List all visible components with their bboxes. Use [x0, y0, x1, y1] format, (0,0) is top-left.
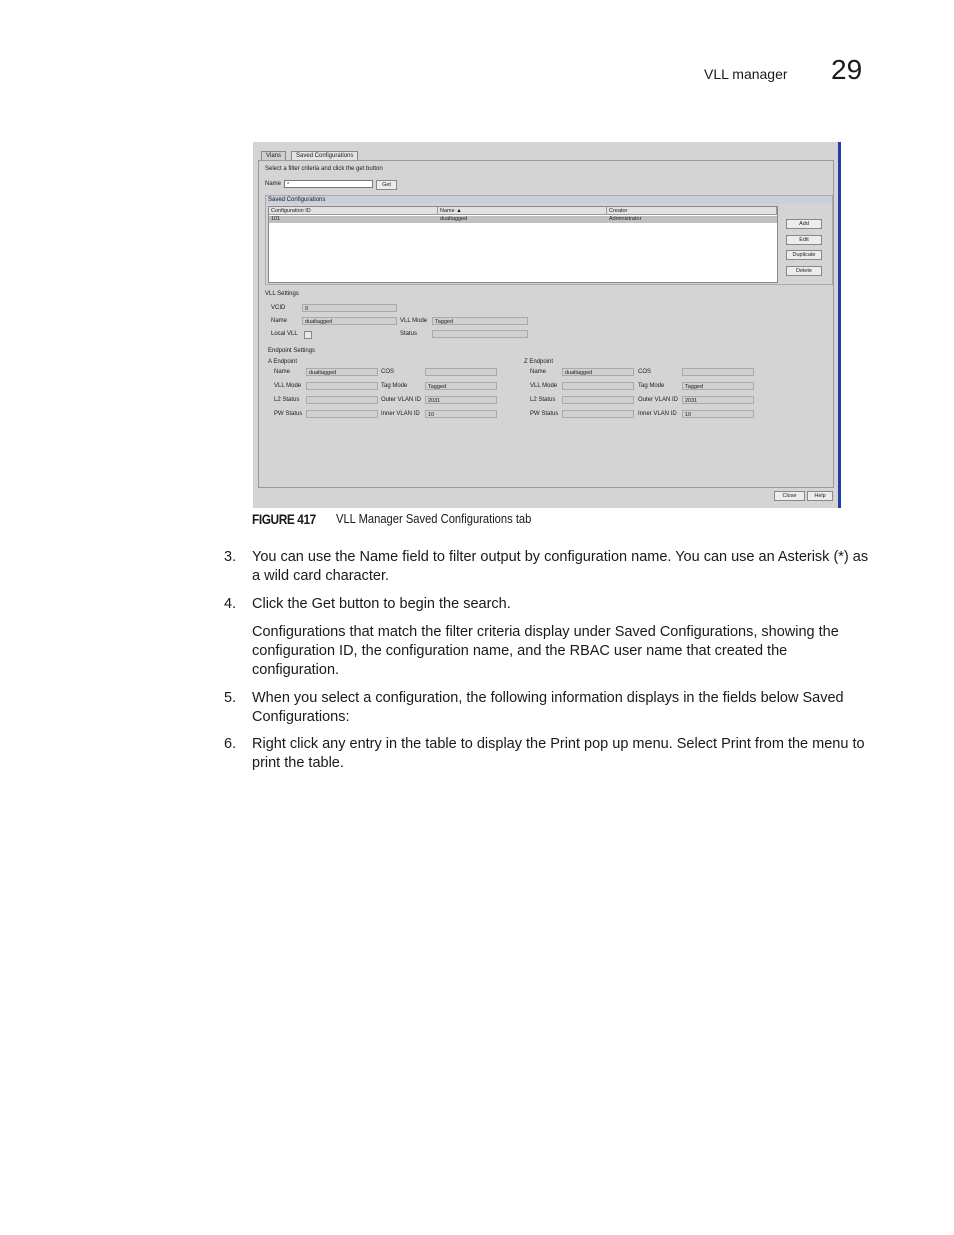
tab-saved-configurations[interactable]: Saved Configurations [291, 151, 358, 160]
ui-keyword: Saved Configurations [252, 690, 844, 725]
status-label: Status [400, 331, 418, 337]
step-number: 6. [224, 736, 237, 752]
window-border [838, 142, 841, 508]
ui-keyword: Get [311, 596, 336, 612]
table-row[interactable] [269, 216, 777, 223]
cell-config-id: 101 [271, 216, 281, 222]
duplicate-button[interactable]: Duplicate [786, 250, 822, 260]
text-run: button to begin the search. [335, 596, 511, 612]
vll-name-field: dualtagged [302, 317, 397, 325]
a-l2-status-label: L2 Status [274, 397, 300, 403]
z-vll-mode-label: VLL Mode [530, 383, 558, 389]
vcid-field: 9 [302, 304, 397, 312]
ui-keyword: Saved Configurations [614, 624, 754, 640]
get-button[interactable]: Get [376, 180, 397, 190]
figure-label: FIGURE 417 [252, 511, 316, 527]
z-endpoint-title: Z Endpoint [524, 359, 554, 365]
status-field [432, 330, 528, 338]
body-paragraph [252, 623, 872, 680]
z-cos-field [682, 368, 754, 376]
a-tag-mode-field: Tagged [425, 382, 497, 390]
cell-creator: Administrator [609, 216, 642, 222]
configurations-table[interactable] [268, 206, 778, 283]
z-l2-status-label: L2 Status [530, 397, 556, 403]
z-inner-vlan-label: Inner VLAN ID [638, 411, 677, 417]
figure-screenshot [253, 142, 841, 508]
saved-configurations-title: Saved Configurations [266, 196, 832, 204]
name-filter-input[interactable]: * [284, 180, 373, 188]
a-outer-vlan-field: 2031 [425, 396, 497, 404]
endpoint-settings-title: Endpoint Settings [268, 348, 316, 354]
z-outer-vlan-field: 2031 [682, 396, 754, 404]
saved-configurations-section [265, 195, 833, 285]
vll-settings-title: VLL Settings [265, 291, 299, 297]
z-tag-mode-field: Tagged [682, 382, 754, 390]
a-pw-status-field [306, 410, 378, 418]
delete-button[interactable]: Delete [786, 266, 822, 276]
name-label: Name [265, 181, 282, 187]
a-cos-label: COS [381, 369, 395, 375]
z-cos-label: COS [638, 369, 652, 375]
a-inner-vlan-field: 10 [425, 410, 497, 418]
column-header-creator[interactable]: Creator [607, 207, 777, 215]
z-inner-vlan-field: 10 [682, 410, 754, 418]
help-button[interactable]: Help [807, 491, 833, 501]
step-number: 3. [224, 549, 237, 565]
a-vll-mode-field [306, 382, 378, 390]
a-name-field: dualtagged [306, 368, 378, 376]
vll-mode-field: Tagged [432, 317, 528, 325]
z-name-label: Name [530, 369, 547, 375]
chapter-number: 29 [831, 54, 863, 85]
z-outer-vlan-label: Outer VLAN ID [638, 397, 679, 403]
cell-name: dualtagged [440, 216, 468, 222]
text-run: field to filter output by configuration name. You can use an Asterisk (*) as a wild card character. [252, 549, 869, 584]
a-cos-field [425, 368, 497, 376]
step-text: Right click any entry in the table to display the Print pop up menu. Select Print from the menu to print the table. [252, 736, 865, 771]
a-outer-vlan-label: Outer VLAN ID [381, 397, 422, 403]
figure-caption [252, 511, 532, 527]
column-header-config-id[interactable]: Configuration ID [269, 207, 438, 215]
z-pw-status-field [562, 410, 634, 418]
tab-vlans[interactable]: Vlans [261, 151, 286, 160]
step-number: 4. [224, 596, 237, 612]
text-run: When you select a configuration, the following information displays in the fields below [252, 690, 803, 706]
a-pw-status-label: PW Status [274, 411, 303, 417]
text-run: , showing the configuration ID, the configuration name, and the RBAC user name that created the configuration. [252, 624, 839, 678]
step-text [252, 689, 872, 727]
a-tag-mode-label: Tag Mode [381, 383, 408, 389]
z-pw-status-label: PW Status [530, 411, 559, 417]
column-header-name[interactable]: Name ▲ [438, 207, 607, 215]
vcid-label: VCID [271, 305, 286, 311]
a-vll-mode-label: VLL Mode [274, 383, 302, 389]
ui-keyword: Name [359, 549, 399, 565]
vll-mode-label: VLL Mode [400, 318, 428, 324]
text-run: You can use the [252, 549, 360, 565]
z-tag-mode-label: Tag Mode [638, 383, 665, 389]
local-vll-label: Local VLL [271, 331, 298, 337]
running-header-section: VLL manager [704, 66, 788, 82]
close-button[interactable]: Close [774, 491, 805, 501]
step-text [252, 595, 872, 614]
local-vll-checkbox[interactable] [304, 331, 312, 339]
z-vll-mode-field [562, 382, 634, 390]
step-text [252, 548, 872, 586]
edit-button[interactable]: Edit [786, 235, 822, 245]
instruction-text: Select a filter criteria and click the get button [265, 166, 383, 172]
text-run: : [345, 709, 350, 725]
text-run: Configurations that match the filter criteria display under [252, 624, 615, 640]
a-endpoint-title: A Endpoint [268, 359, 298, 365]
step-number: 5. [224, 690, 237, 706]
a-inner-vlan-label: Inner VLAN ID [381, 411, 420, 417]
a-l2-status-field [306, 396, 378, 404]
add-button[interactable]: Add [786, 219, 822, 229]
a-name-label: Name [274, 369, 291, 375]
figure-title: VLL Manager Saved Configurations tab [336, 511, 532, 526]
z-name-field: dualtagged [562, 368, 634, 376]
z-l2-status-field [562, 396, 634, 404]
tab-panel [258, 160, 834, 488]
text-run: Click the [252, 596, 312, 612]
vll-name-label: Name [271, 318, 288, 324]
